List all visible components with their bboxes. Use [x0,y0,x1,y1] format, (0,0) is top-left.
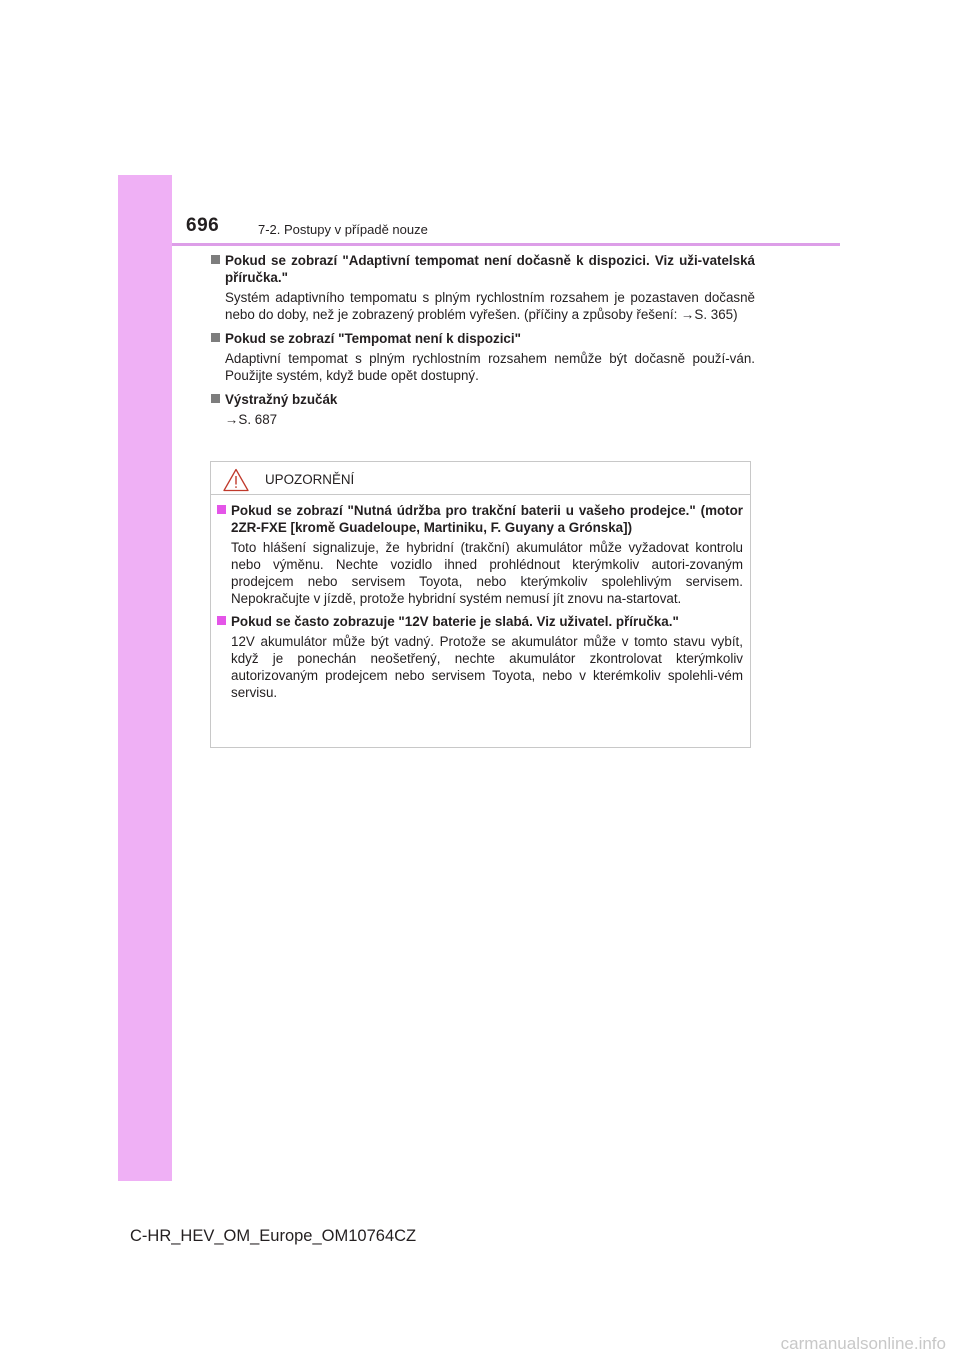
watermark-link[interactable]: carmanualsonline.info [780,1334,946,1353]
item-heading [210,252,755,286]
item-heading [216,613,743,630]
warning-triangle-icon [223,468,249,492]
warning-box [210,461,751,748]
item-heading-text: Pokud se často zobrazuje "12V baterie je slabá. Viz uživatel. příručka." [231,614,679,629]
warning-title: UPOZORNĚNÍ [265,472,355,487]
square-bullet-icon [217,505,226,514]
item-heading [210,330,755,347]
main-content [210,252,755,435]
document-code: C-HR_HEV_OM_Europe_OM10764CZ [130,1227,417,1245]
warning-content [216,502,743,707]
item-heading-text: Pokud se zobrazí "Tempomat není k dispozici" [225,331,521,346]
chapter-side-band [118,175,172,1181]
header-divider [172,243,840,246]
item-heading-text: Pokud se zobrazí "Nutná údržba pro trakční baterii u vašeho prodejce." (motor 2ZR-FXE [kromě Guadeloupe, Martiniku, F. Guyany a Grónska]) [231,503,743,535]
page-reference[interactable]: →S. 687 [225,412,278,427]
item-body: Adaptivní tempomat s plným rychlostním rozsahem nemůže být dočasně použí-ván. Použijte systém, když bude opět dostupný. [225,351,755,383]
item-heading-text: Výstražný bzučák [225,392,338,407]
item-body: Systém adaptivního tempomatu s plným rychlostním rozsahem je pozastaven dočasně nebo do doby, než je zobrazený problém vyřešen. (příčiny a způsoby řešení: →S. 365) [225,290,755,322]
warning-item [216,502,743,607]
item-heading-text: Pokud se zobrazí "Adaptivní tempomat není dočasně k dispozici. Viz uži-vatelská příručka." [225,253,755,285]
square-bullet-icon [211,394,220,403]
item-heading [216,502,743,536]
list-item [210,330,755,384]
page-number: 696 [186,215,220,236]
section-title: 7-2. Postupy v případě nouze [258,222,428,237]
item-body: 12V akumulátor může být vadný. Protože se akumulátor může v tomto stavu vybít, když je ponechán neošetřený, nechte akumulátor zkontrolovat kterýmkoliv autorizovaným prodejcem nebo servisem Toyota, nebo v kterémkoliv spolehli-vém servisu. [231,634,743,700]
item-heading [210,391,755,408]
warning-divider [211,494,750,495]
list-item [210,391,755,428]
page-header [172,210,840,246]
square-bullet-icon [217,616,226,625]
warning-item [216,613,743,701]
square-bullet-icon [211,255,220,264]
square-bullet-icon [211,333,220,342]
list-item [210,252,755,323]
item-body: Toto hlášení signalizuje, že hybridní (trakční) akumulátor může vyžadovat kontrolu nebo výměnu. Nechte vozidlo ihned prohlédnout kterýmkoliv autori-zovaným prodejcem nebo servisem Toyota, nebo kterýmkoliv spolehlivým servisem. Nepokračujte v jízdě, protože hybridní systém nemusí jít znovu na-startovat. [231,540,743,606]
